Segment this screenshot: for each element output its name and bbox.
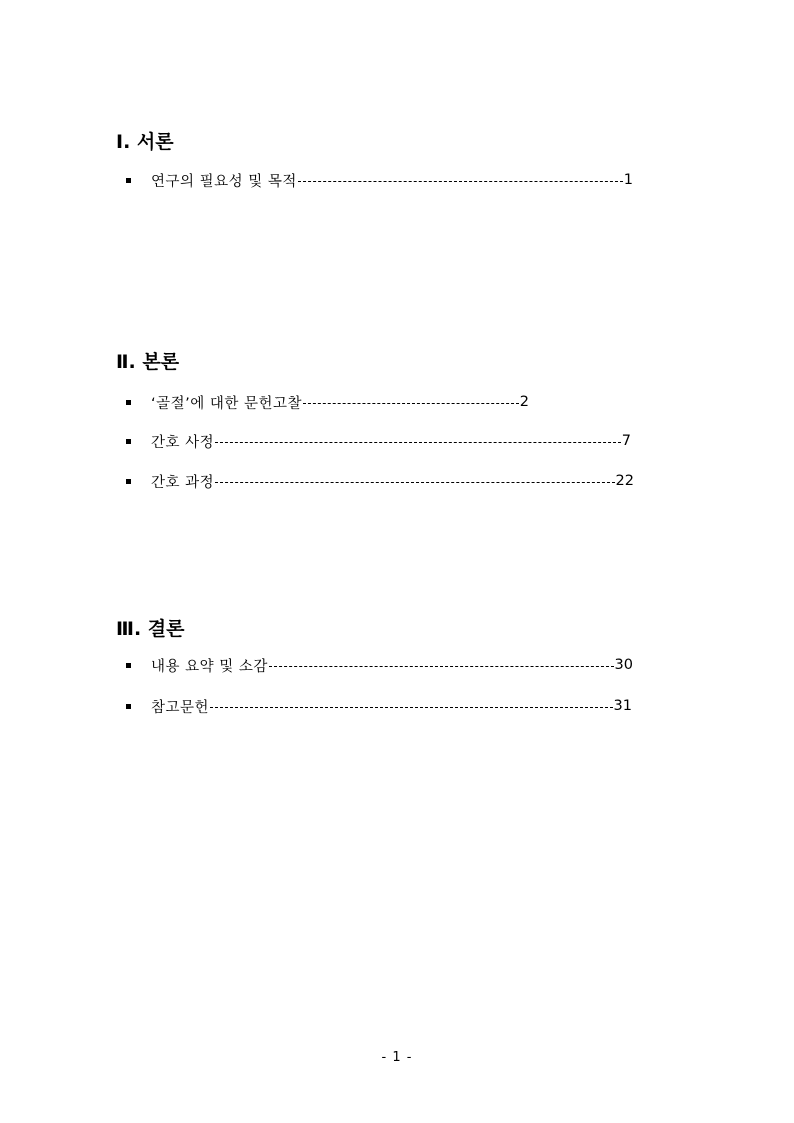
- toc-entry-page: 7: [621, 433, 631, 449]
- section-heading-introduction: Ⅰ. 서론: [116, 131, 174, 153]
- page-number: - 1 -: [381, 1050, 413, 1065]
- toc-entry[interactable]: [126, 170, 633, 190]
- section-heading-body: Ⅱ. 본론: [116, 351, 180, 373]
- dot-leader: [298, 181, 623, 182]
- dot-leader: [215, 482, 614, 483]
- toc-entry-title: 간호 과정: [151, 474, 215, 491]
- toc-entry-page: 2: [519, 394, 529, 410]
- toc-entry[interactable]: [126, 392, 529, 412]
- bullet-icon: [126, 663, 131, 668]
- toc-entry-title: 간호 사정: [151, 434, 215, 451]
- toc-entry-title: 참고문헌: [151, 699, 210, 716]
- toc-entry-page: 31: [613, 698, 632, 714]
- toc-entry-title: ‘골절’에 대한 문헌고찰: [151, 395, 302, 412]
- bullet-icon: [126, 479, 131, 484]
- bullet-icon: [126, 439, 131, 444]
- toc-entry-page: 22: [615, 473, 634, 489]
- toc-entry-page: 30: [614, 657, 633, 673]
- bullet-icon: [126, 704, 131, 709]
- section-heading-conclusion: Ⅲ. 결론: [116, 618, 185, 640]
- dot-leader: [210, 707, 613, 708]
- dot-leader: [215, 442, 621, 443]
- dot-leader: [303, 403, 519, 404]
- toc-entry[interactable]: [126, 431, 631, 451]
- toc-entry[interactable]: [126, 655, 633, 675]
- toc-entry-title: 내용 요약 및 소감: [151, 658, 268, 675]
- toc-entry-title: 연구의 필요성 및 목적: [151, 173, 297, 190]
- toc-entry[interactable]: [126, 471, 634, 491]
- dot-leader: [269, 666, 614, 667]
- bullet-icon: [126, 400, 131, 405]
- bullet-icon: [126, 178, 131, 183]
- toc-entry-page: 1: [623, 172, 633, 188]
- toc-entry[interactable]: [126, 696, 632, 716]
